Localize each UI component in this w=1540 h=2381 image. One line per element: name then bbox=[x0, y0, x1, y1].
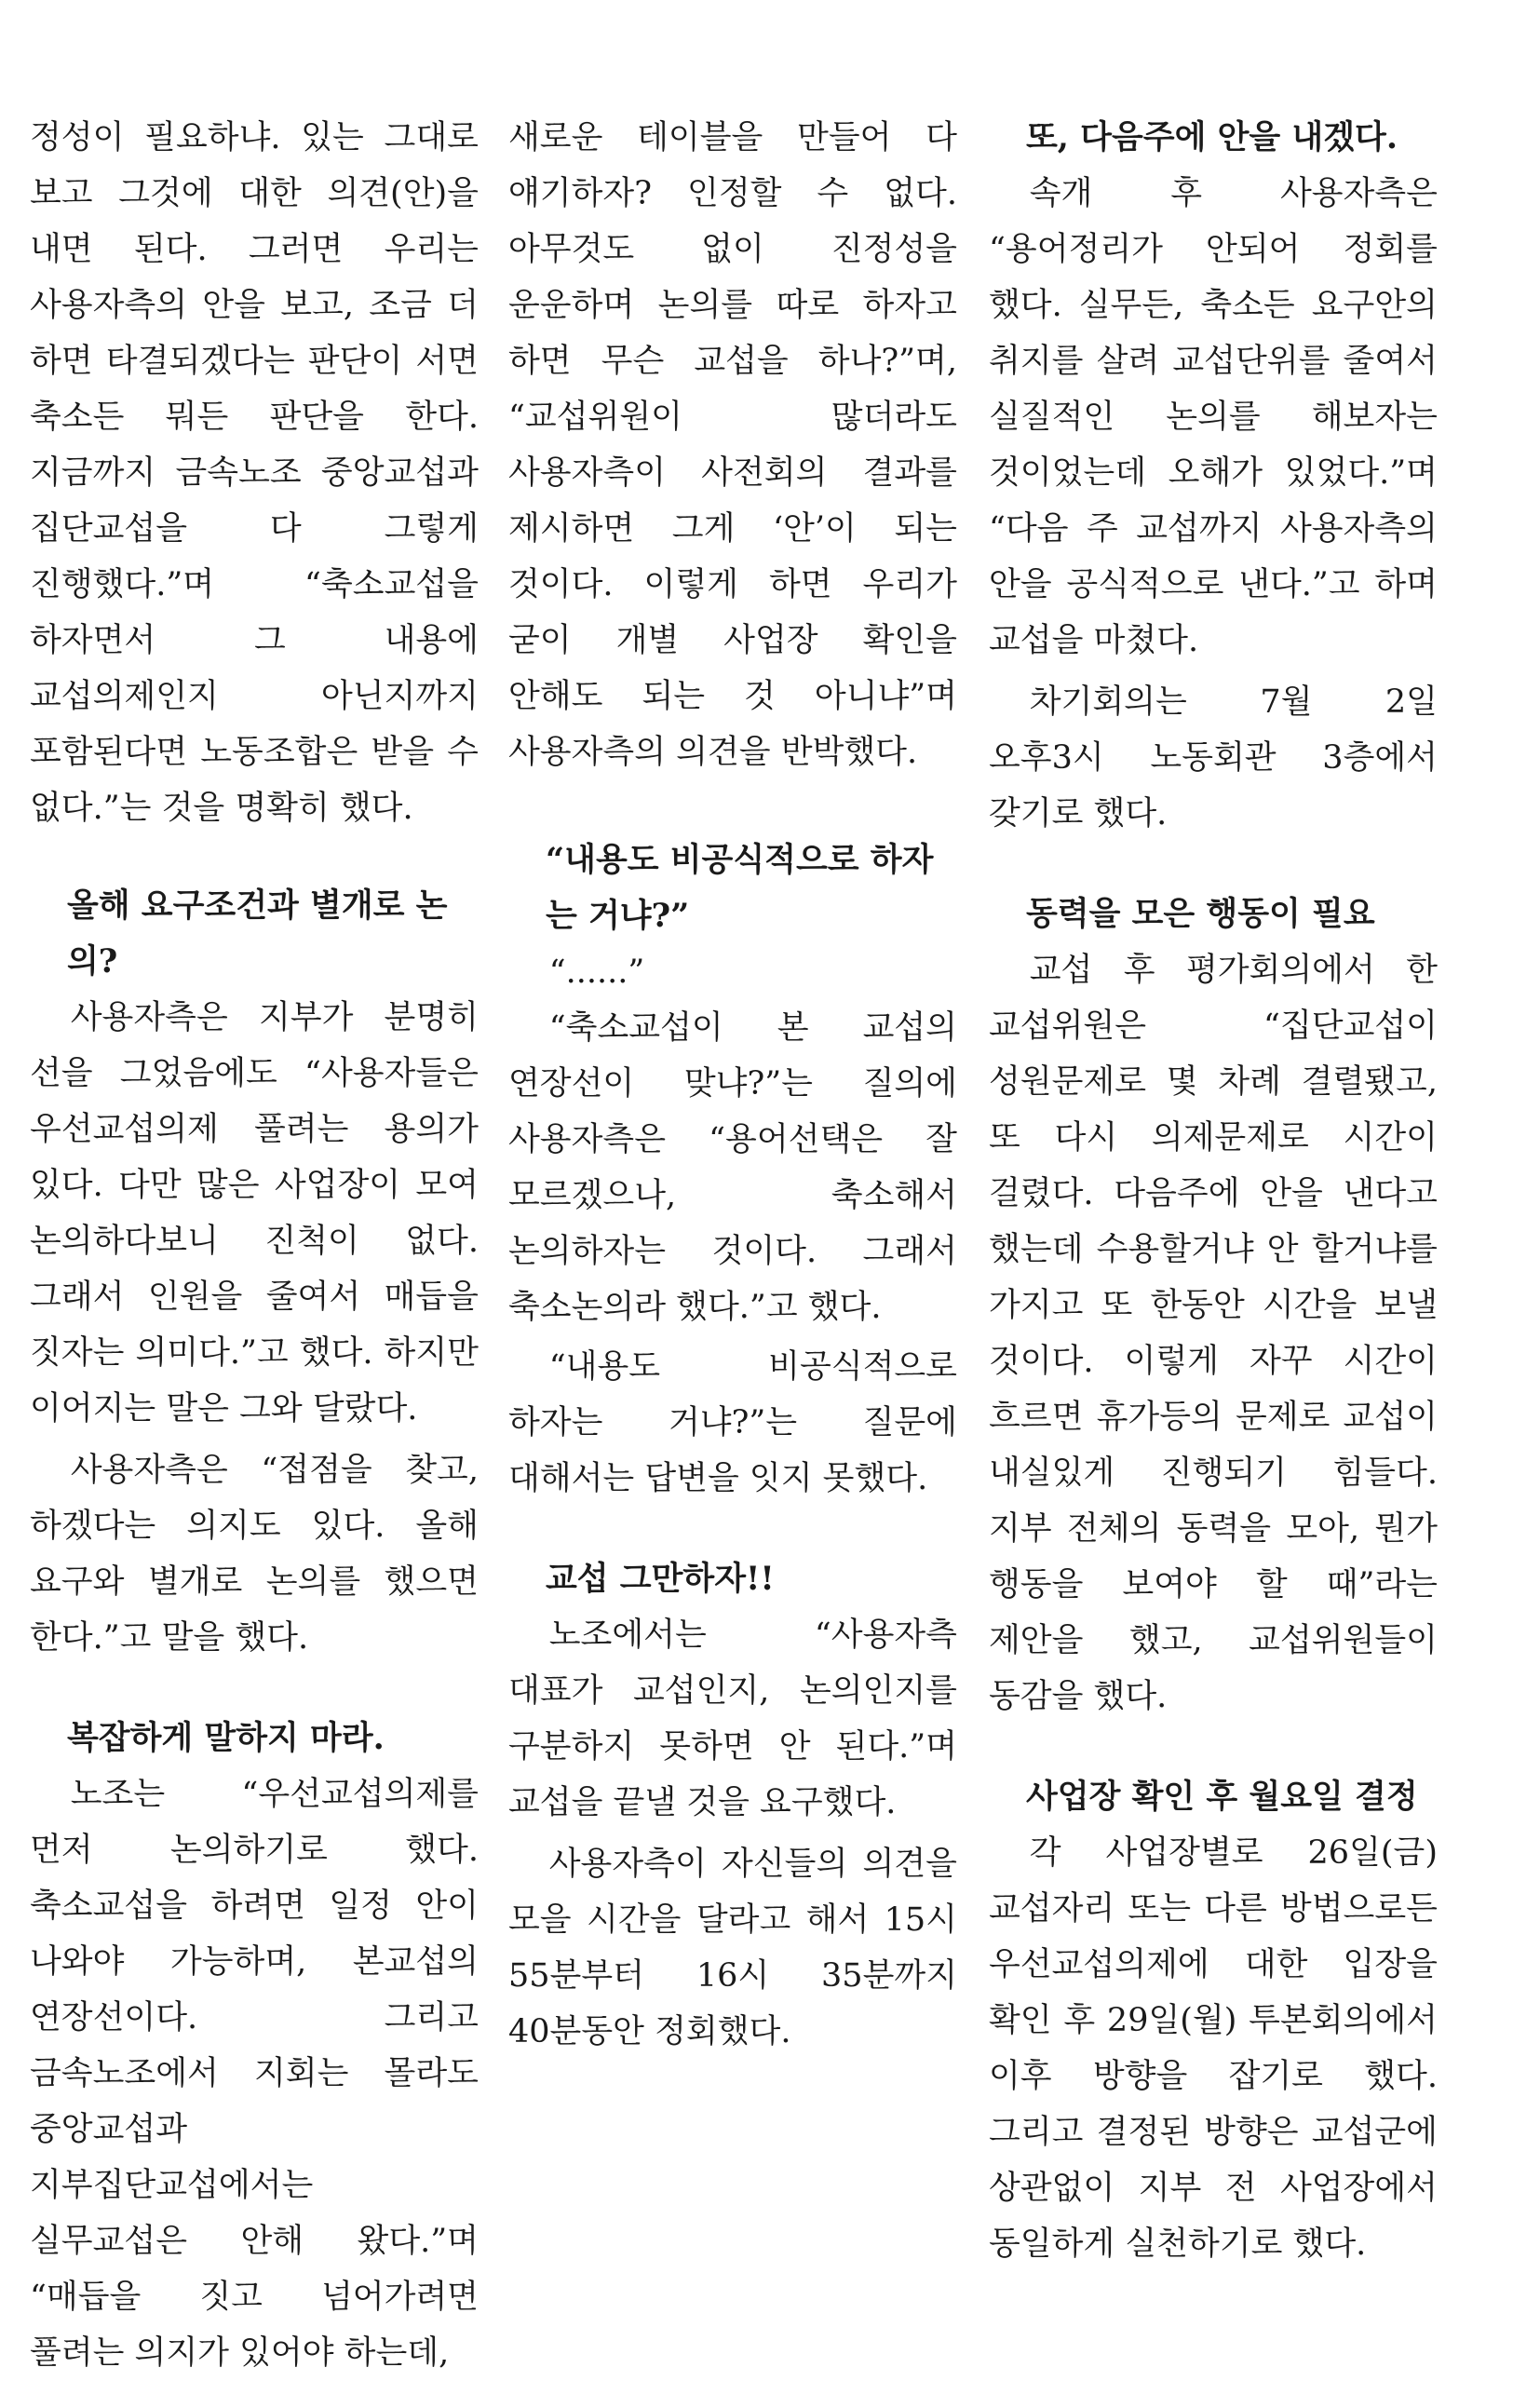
paragraph: 사용자측은 “접점을 찾고, 하겠다는 의지도 있다. 올해 요구와 별개로 논의를 했으면 한다.”고 말을 했다. bbox=[30, 1452, 479, 1657]
section-heading: “내용도 비공식적으로 하자는 거냐?” bbox=[546, 841, 934, 935]
section-heading: 교섭 그만하자!! bbox=[546, 1560, 775, 1598]
section-heading: 동력을 모은 행동이 필요 bbox=[1026, 895, 1375, 933]
column-3 bbox=[989, 110, 1438, 2272]
section-heading: 올해 요구조건과 별개로 논의? bbox=[67, 886, 448, 981]
paragraph: 새로운 테이블을 만들어 다 얘기하자? 인정할 수 없다. 아무것도 없이 진정성을 운운하며 논의를 따로 하자고 하면 무슨 교섭을 하나?”며, “교섭위원이 많더라도 사용자측이 사전회의 결과를 제시하면 그게 ‘안’이 되는 것이다. 이렇게 하면 우리가 굳이 개별 사업장 확인을 안해도 되는 것 아니냐”며 사용자측의 의견을 반박했다. bbox=[508, 119, 957, 771]
paragraph: 정성이 필요하냐. 있는 그대로 보고 그것에 대한 의견(안)을 내면 된다. 그러면 우리는 사용자측의 안을 보고, 조금 더 하면 타결되겠다는 판단이 서면 축소든 뭐든 판단을 한다. 지금까지 금속노조 중앙교섭과 집단교섭을 다 그렇게 진행했다.”며 “축소교섭을 하자면서 그 내용에 교섭의제인지 아닌지까지 포함된다면 노동조합은 받을 수 없다.”는 것을 명확히 했다. bbox=[30, 119, 479, 827]
quote-line: “......” bbox=[548, 954, 645, 991]
section-heading: 복잡하게 말하지 마라. bbox=[67, 1719, 385, 1757]
paragraph: 사용자측이 자신들의 의견을 모을 시간을 달라고 해서 15시 55분부터 16시 35분까지 40분동안 정회했다. bbox=[508, 1846, 957, 2050]
paragraph: “내용도 비공식적으로 하자는 거냐?”는 질문에 대해서는 답변을 잇지 못했다. bbox=[508, 1348, 957, 1497]
paragraph: 속개 후 사용자측은 “용어정리가 안되어 정회를 했다. 실무든, 축소든 요구안의 취지를 살려 교섭단위를 줄여서 실질적인 논의를 해보자는 것이었는데 오해가 있었다.”며 “다음 주 교섭까지 사용자측의 안을 공식적으로 낸다.”고 하며 교섭을 마쳤다. bbox=[989, 175, 1438, 659]
section-heading: 사업장 확인 후 월요일 결정 bbox=[1026, 1778, 1418, 1816]
column-2 bbox=[508, 110, 957, 2060]
paragraph: 각 사업장별로 26일(금) 교섭자리 또는 다른 방법으로든 우선교섭의제에 대한 입장을 확인 후 29일(월) 투본회의에서 이후 방향을 잡기로 했다. 그리고 결정된 방향은 교섭군에 상관없이 지부 전 사업장에서 동일하게 실천하기로 했다. bbox=[989, 1834, 1438, 2263]
paragraph: 사용자측은 지부가 분명히 선을 그었음에도 “사용자들은 우선교섭의제 풀려는 용의가 있다. 다만 많은 사업장이 모여 논의하다보니 진척이 없다. 그래서 인원을 줄여서 매듭을 짓자는 의미다.”고 했다. 하지만 이어지는 말은 그와 달랐다. bbox=[30, 999, 479, 1427]
section-heading: 또, 다음주에 안을 내겠다. bbox=[1026, 118, 1398, 156]
paragraph: 교섭 후 평가회의에서 한 교섭위원은 “집단교섭이 성원문제로 몇 차례 결렬됐고, 또 다시 의제문제로 시간이 걸렸다. 다음주에 안을 낸다고 했는데 수용할거냐 안 할거냐를 가지고 또 한동안 시간을 보낼 것이다. 이렇게 자꾸 시간이 흐르면 휴가등의 문제로 교섭이 내실있게 진행되기 힘들다. 지부 전체의 동력을 모아, 뭔가 행동을 보여야 할 때”라는 제안을 했고, 교섭위원들이 동감을 했다. bbox=[989, 952, 1438, 1715]
paragraph: “축소교섭이 본 교섭의 연장선이 맞냐?”는 질의에 사용자측은 “용어선택은 잘 모르겠으나, 축소해서 논의하자는 것이다. 그래서 축소논의라 했다.”고 했다. bbox=[508, 1009, 957, 1326]
column-1 bbox=[30, 110, 479, 2381]
paragraph: 차기회의는 7월 2일 오후3시 노동회관 3층에서 갖기로 했다. bbox=[989, 683, 1438, 832]
paragraph: 노조는 “우선교섭의제를 먼저 논의하기로 했다. 축소교섭을 하려면 일정 안이 나와야 가능하며, 본교섭의 연장선이다. 그리고 금속노조에서 지회는 몰라도 중앙교섭과 지부집단교섭에서는 실무교섭은 안해 왔다.”며 “매듭을 짓고 넘어가려면 풀려는 의지가 있어야 하는데, bbox=[30, 1776, 479, 2372]
paragraph: 노조에서는 “사용자측 대표가 교섭인지, 논의인지를 구분하지 못하면 안 된다.”며 교섭을 끝낼 것을 요구했다. bbox=[508, 1617, 957, 1821]
